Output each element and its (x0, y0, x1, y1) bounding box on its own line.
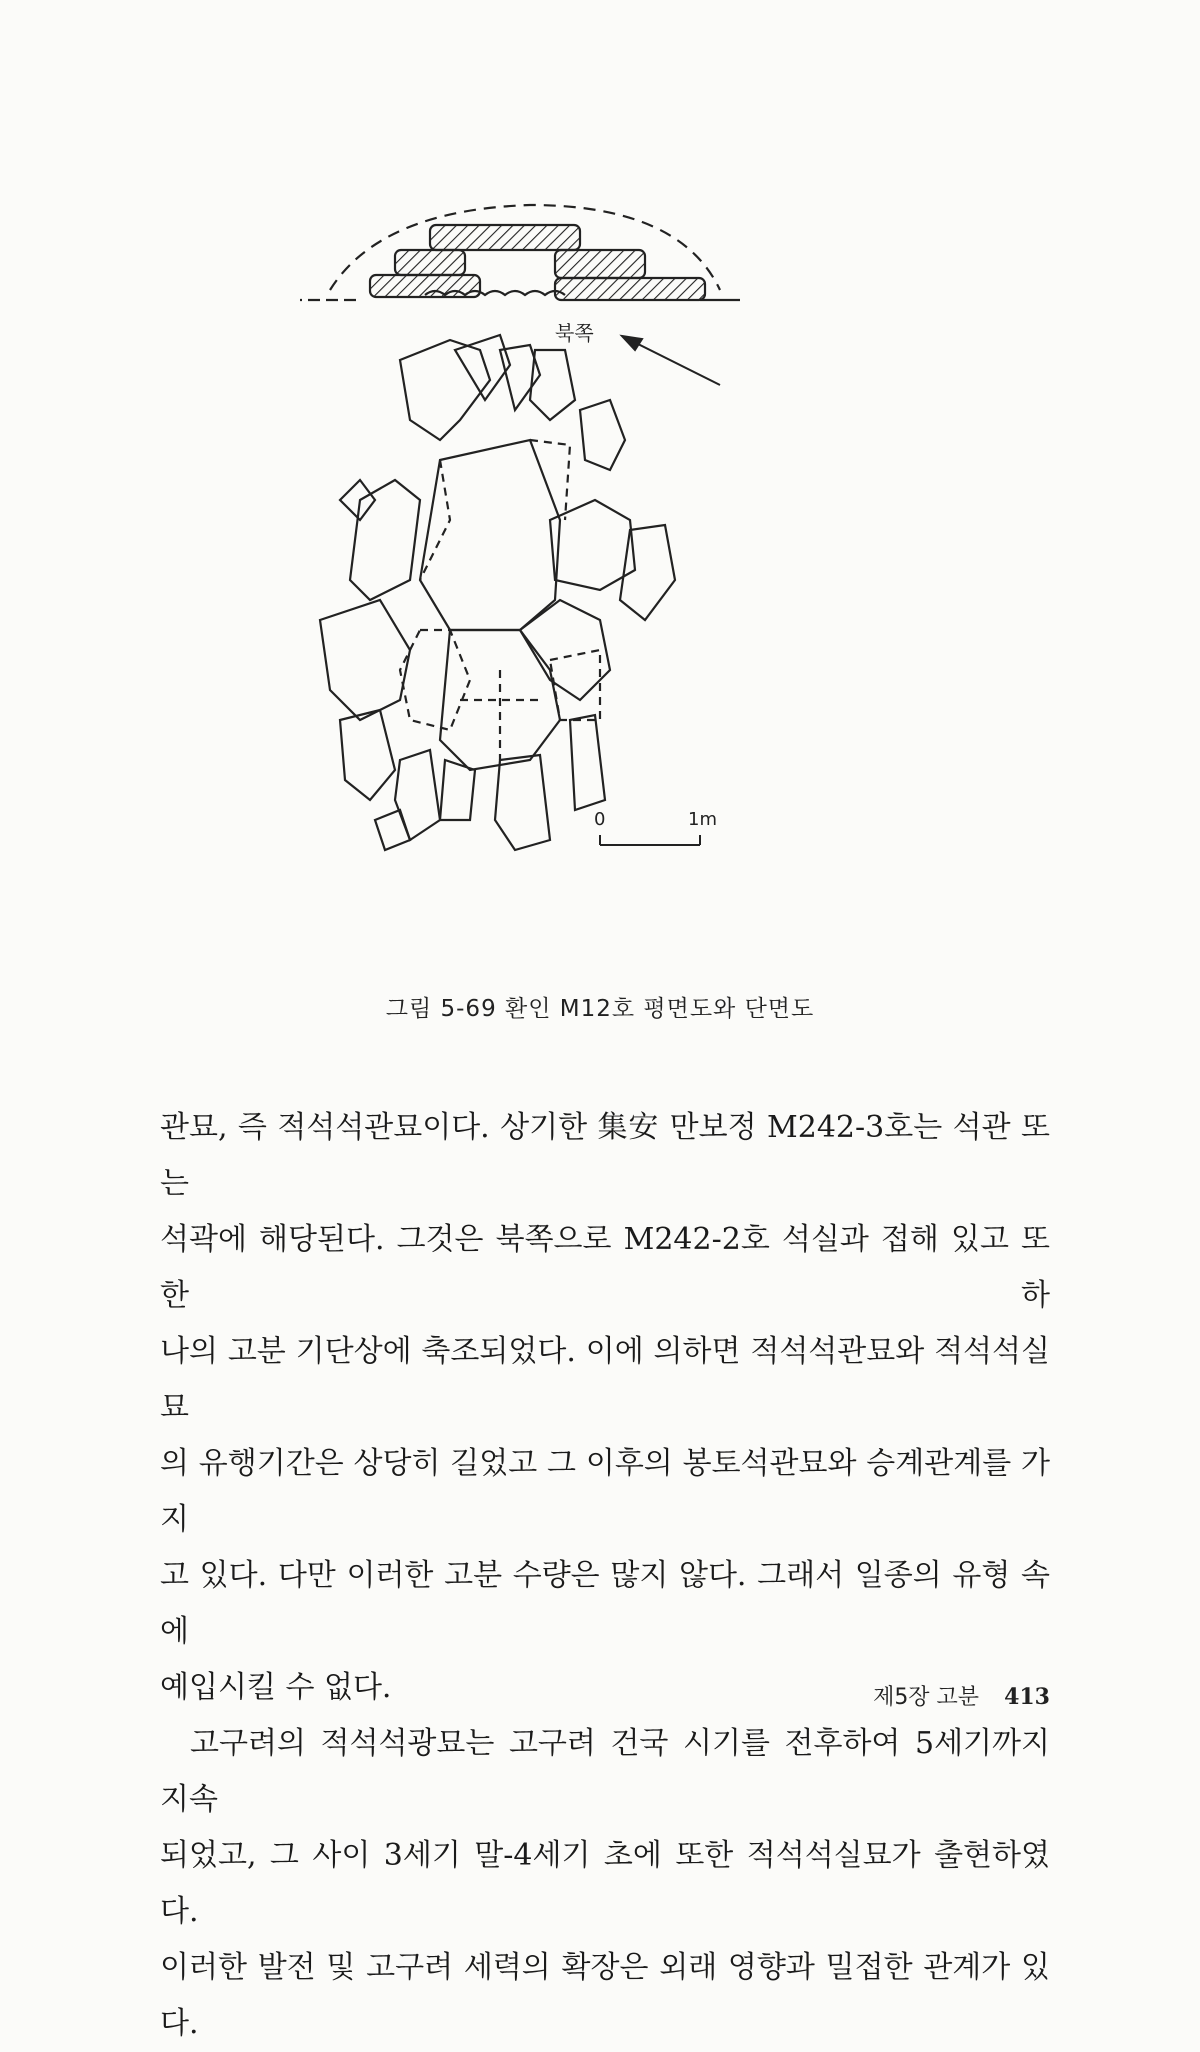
section-view (300, 205, 740, 300)
text-line: 의 유행기간은 상당히 길었고 그 이후의 봉토석관묘와 승계관계를 가지 (160, 1446, 1050, 1537)
plan-section-drawing (300, 200, 860, 980)
scale-bar (600, 835, 700, 845)
text-line: 관묘, 즉 적석석관묘이다. 상기한 集安 만보정 M242-3호는 석관 또는 (160, 1110, 1050, 1201)
page-number: 413 (1004, 1684, 1050, 1710)
scale-unit-label: 1m (688, 809, 717, 830)
text-line: 고 있다. 다만 이러한 고분 수량은 많지 않다. 그래서 일종의 유형 속에 (160, 1558, 1050, 1649)
north-arrow (622, 336, 720, 385)
text-line: 고구려의 적석석광묘는 고구려 건국 시기를 전후하여 5세기까지 지속 (160, 1726, 1050, 1817)
chapter-label: 제5장 고분 (873, 1685, 980, 1710)
text-line: 이러한 발전 및 고구려 세력의 확장은 외래 영향과 밀접한 관계가 있다. (160, 1950, 1050, 2041)
figure-caption: 그림 5-69 환인 M12호 평면도와 단면도 (385, 996, 815, 1022)
tomb-drawing-figure (300, 200, 860, 980)
page-footer (873, 1680, 1050, 1711)
text-line: 예입시킬 수 없다. (160, 1670, 392, 1705)
scale-zero-label: 0 (594, 809, 606, 830)
plan-view (320, 335, 675, 850)
text-line: 나의 고분 기단상에 축조되었다. 이에 의하면 적석석관묘와 적석석실묘 (160, 1334, 1050, 1425)
north-label: 북쪽 (555, 321, 594, 345)
text-line: 되었고, 그 사이 3세기 말-4세기 초에 또한 적석석실묘가 출현하였다. (160, 1838, 1050, 1929)
body-text (160, 1100, 1050, 2052)
text-line: 석곽에 해당된다. 그것은 북쪽으로 M242-2호 석실과 접해 있고 또한 하 (160, 1222, 1050, 1313)
